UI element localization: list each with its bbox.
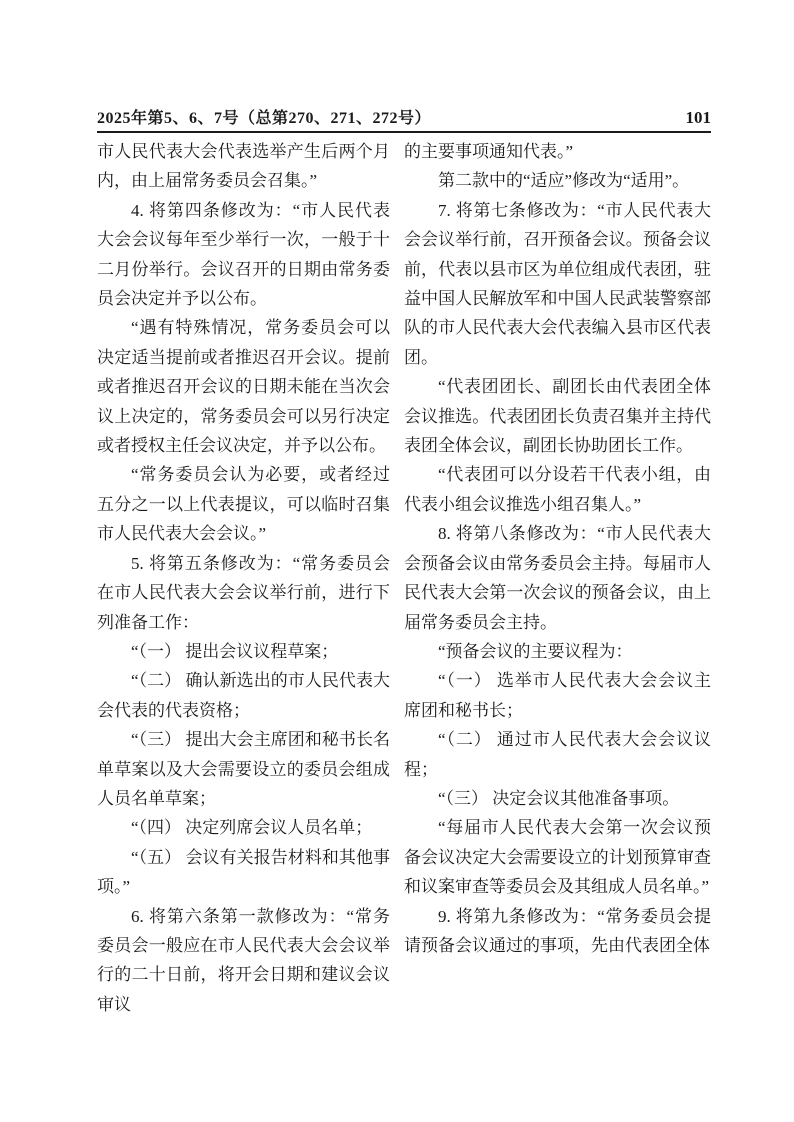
paragraph: 市人民代表大会代表选举产生后两个月内，由上届常务委员会召集。” <box>97 142 390 191</box>
two-column-body <box>97 137 711 1019</box>
paragraph: “每届市人民代表大会第一次会议预备会议决定大会需要设立的计划预算审查和议案审查等委员会及其组成人员名单。” <box>404 818 711 897</box>
paragraph: “预备会议的主要议程为： <box>438 641 633 661</box>
page-header <box>97 105 711 133</box>
paragraph: “（三） 决定会议其他准备事项。 <box>438 788 680 808</box>
paragraph: “代表团团长、副团长由代表团全体会议推选。代表团团长负责召集并主持代表团全体会议，副团长协助团长工作。 <box>404 377 711 456</box>
paragraph: 9. 将第九条修改为：“常务委员会提请预备会议通过的事项，先由代表团全体 <box>404 906 711 955</box>
paragraph: 6. 将第六条第一款修改为：“常务委员会一般应在市人民代表大会会议举行的二十日前，将开会日期和建议会议审议 <box>97 906 390 1014</box>
paragraph: “（三） 提出大会主席团和秘书长名单草案以及大会需要设立的委员会组成人员名单草案； <box>97 730 390 808</box>
paragraph: 的主要事项通知代表。” <box>404 142 574 161</box>
right-column <box>404 137 711 1019</box>
paragraph: “遇有特殊情况，常务委员会可以决定适当提前或者推迟召开会议。提前或者推迟召开会议的日期未能在当次会议上决定的，常务委员会可以另行决定或者授权主任会议决定，并予以公布。 <box>97 318 390 456</box>
paragraph: 7. 将第七条修改为：“市人民代表大会会议举行前，召开预备会议。预备会议前，代表以县市区为单位组成代表团，驻益中国人民解放军和中国人民武装警察部队的市人民代表大会代表编入县市区代表团。 <box>404 200 711 367</box>
paragraph: “（二） 通过市人民代表大会会议议程； <box>404 730 711 779</box>
paragraph: “（四） 决定列席会议人员名单； <box>131 818 373 838</box>
page-number: 101 <box>685 108 711 127</box>
issue-label: 2025年第5、6、7号（总第270、271、272号） <box>97 110 432 127</box>
paragraph: “（二） 确认新选出的市人民代表大会代表的代表资格； <box>97 671 390 720</box>
left-column <box>97 137 390 1019</box>
paragraph: “代表团可以分设若干代表小组，由代表小组会议推选小组召集人。” <box>404 465 711 514</box>
paragraph: 8. 将第八条修改为：“市人民代表大会预备会议由常务委员会主持。每届市人民代表大会第一次会议的预备会议，由上届常务委员会主持。 <box>404 524 711 632</box>
paragraph: “（一） 选举市人民代表大会会议主席团和秘书长； <box>404 671 711 720</box>
paragraph: “（五） 会议有关报告材料和其他事项。” <box>97 847 390 897</box>
paragraph: 第二款中的“适应”修改为“适用”。 <box>438 171 690 191</box>
paragraph: 5. 将第五条修改为：“常务委员会在市人民代表大会会议举行前，进行下列准备工作： <box>97 553 390 632</box>
paragraph: 4. 将第四条修改为：“市人民代表大会会议每年至少举行一次，一般于十二月份举行。会议召开的日期由常务委员会决定并予以公布。 <box>97 200 390 309</box>
paragraph: “（一） 提出会议议程草案； <box>131 641 339 661</box>
paragraph: “常务委员会认为必要，或者经过五分之一以上代表提议，可以临时召集市人民代表大会会议。” <box>97 465 390 544</box>
